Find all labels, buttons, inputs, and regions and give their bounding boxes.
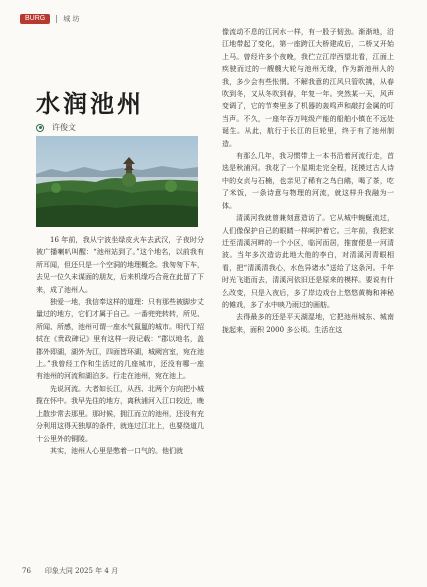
body-paragraph: 清溪河我就曾兼刻意造访了。它从城中蜿蜒流过，人们像保护自己的眼睛一样呵护着它。三年前，我把家迁至清溪河畔的一个小区，临河而居，推窗便是一河清波。当年多次造访此地大他的李白，对清溪河青眼相看，把“清溪清我心，水色异诸水”送给了这条河。千年时光飞逝而去，清溪河依旧还是原来的模样。要说有什么改变，只是入夜后，多了岸边戏台上悠悠黄梅和神秘的傩戏，多了水中映乃雨过的画舫。 bbox=[222, 214, 394, 309]
article-body-left-column bbox=[36, 234, 204, 457]
section-tag: BURG bbox=[20, 14, 50, 24]
body-paragraph: 独爱一地，我信奉这样的道理：只有那些被脚步丈量过的地方，它们才属于自己。一番兜兜转转，所见、所闻、所感，池州可谓一座水气氤氲的城市。明代丁绍轼在《贵政碑记》里有这样一段记载：“郡以地名，盖郡外即湖，湖外为江，四面皆环湖，城阙宫室，宛在池上。”我曾经工作和生活过的几座城市，还没有哪一座有池州的河流和湖泊多。行走在池州，宛在池上。 bbox=[36, 298, 204, 381]
magazine-issue: 印象大同 2025 年 4 月 bbox=[44, 567, 119, 575]
article-body-right-column bbox=[222, 26, 394, 336]
section-subtitle: 城 坊 bbox=[63, 15, 80, 23]
section-header bbox=[20, 14, 79, 24]
page-number: 76 bbox=[22, 567, 31, 575]
body-paragraph: 去得最多的还是平天湖湿地，它把池州城东、城南拢起来，面积 2000 多公顷。生活在这 bbox=[222, 313, 394, 334]
author-line bbox=[36, 122, 76, 133]
header-divider bbox=[56, 15, 57, 23]
body-paragraph: 先说河流。大者如长江，从西、北两个方向把小城揽在怀中。我早先住的地方，离秋浦河入江口较近，晚上散步常去那里。那时候，拥江而立的池州，还没有充分利用这得天独厚的条件，就连过江北上，也要绕道几十公里外的铜陵。 bbox=[36, 384, 204, 443]
article-photo bbox=[36, 136, 198, 227]
landscape-photo-illustration bbox=[36, 136, 198, 227]
article-title: 水润池州 bbox=[36, 89, 144, 118]
author-name: 许俊文 bbox=[52, 123, 76, 132]
body-paragraph: 其实，池州人心里是憋着一口气的。他们就 bbox=[50, 446, 183, 455]
author-bullet-icon bbox=[36, 124, 44, 132]
body-paragraph: 像流动不息的江河水一样，有一股子韧劲。渐渐地，沿江地带起了变化，第一座跨江大桥建成后，二桥又开始上马。曾经许多个夜晚，我伫立江岸西望北看，江面上疾驶而过的一艘艘大轮与池州无缘，作为新池州人的我，多少会有些怅惘。不解我意的江风只管吹拂，从春吹到冬，又从冬吹到春，年复一年。突然某一天，风声变调了，它的节奏里多了机器的轰鸣声和敲打金属的叮当声。不久，一座年吞万吨级产能的船舶小镇在不远处诞生。从此，航行于长江的巨轮里，终于有了池州制造。 bbox=[222, 28, 394, 148]
body-paragraph: 有那么几年，我习惯带上一本书沿着河流行走，首选是秋浦河。我花了一个星期走完全程，抚摸过古人诗中的女贞与石楠，也亲见了稀有之鸟白鹇，喝了茶，吃了米饭，一条诗意与物理的河流，就这样升我融为一体。 bbox=[222, 152, 394, 210]
body-paragraph: 16 年前，我从宁波坐绿皮火车去武汉，子夜时分被广播喇叭叫醒：“池州站到了。”这个地名，以前我有所耳闻，但还只是一个空洞的地理概念。我匆匆下车，去见一位久未谋面的朋友，后来机缘巧合竟在此留了下来，成了池州人。 bbox=[36, 236, 204, 294]
page-footer bbox=[22, 566, 118, 576]
